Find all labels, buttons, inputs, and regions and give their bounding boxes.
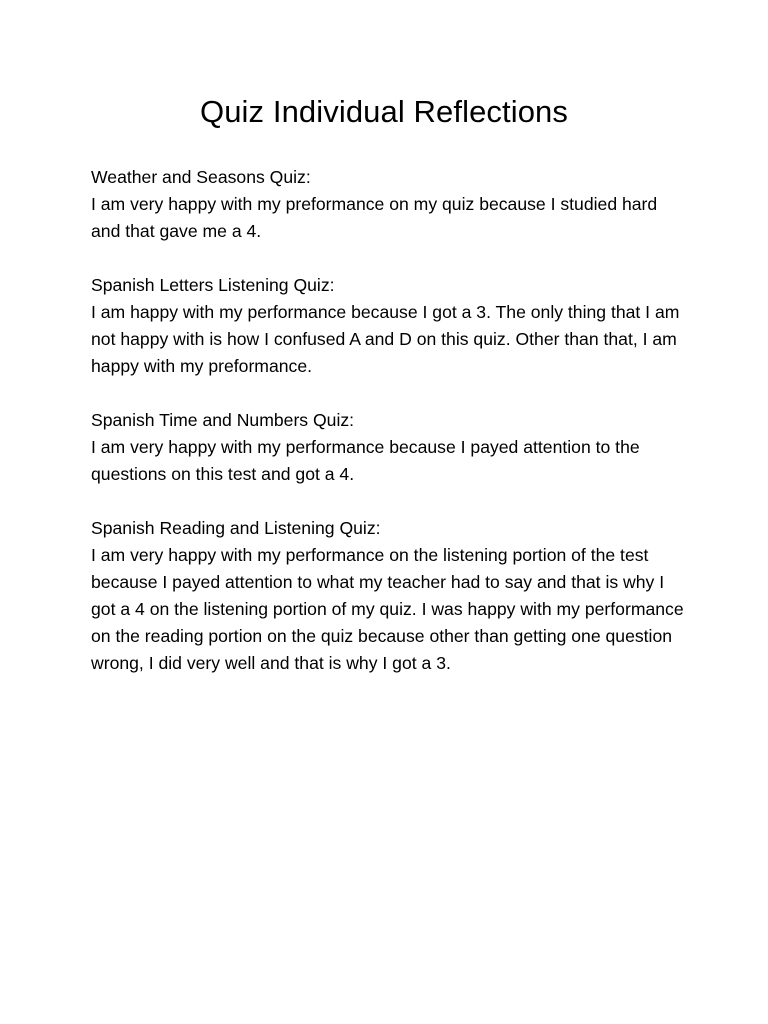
reflection-spanish-letters: [91, 272, 691, 380]
reflection-reading-listening: [91, 515, 691, 677]
section-text: I am happy with my performance because I got a 3. The only thing that I am not happy with is how I confused A and D on this quiz. Other than that, I am happy with my preformance.: [91, 302, 680, 376]
section-text: I am very happy with my performance on the listening portion of the test because I payed attention to what my teacher had to say and that is why I got a 4 on the listening portion of my quiz. I was happy with my performance on the reading portion on the quiz because other than getting one question wrong, I did very well and that is why I got a 3.: [91, 545, 684, 673]
reflection-weather-seasons: [91, 164, 691, 245]
section-heading: Spanish Letters Listening Quiz:: [91, 275, 335, 295]
section-text: I am very happy with my performance because I payed attention to the questions on this test and got a 4.: [91, 437, 640, 484]
reflection-time-numbers: [91, 407, 691, 488]
section-heading: Spanish Time and Numbers Quiz:: [91, 410, 355, 430]
document-body: [91, 164, 691, 704]
section-text: I am very happy with my preformance on my quiz because I studied hard and that gave me a 4.: [91, 194, 658, 241]
section-heading: Spanish Reading and Listening Quiz:: [91, 518, 381, 538]
page-title: Quiz Individual Reflections: [200, 94, 568, 129]
section-heading: Weather and Seasons Quiz:: [91, 167, 311, 187]
